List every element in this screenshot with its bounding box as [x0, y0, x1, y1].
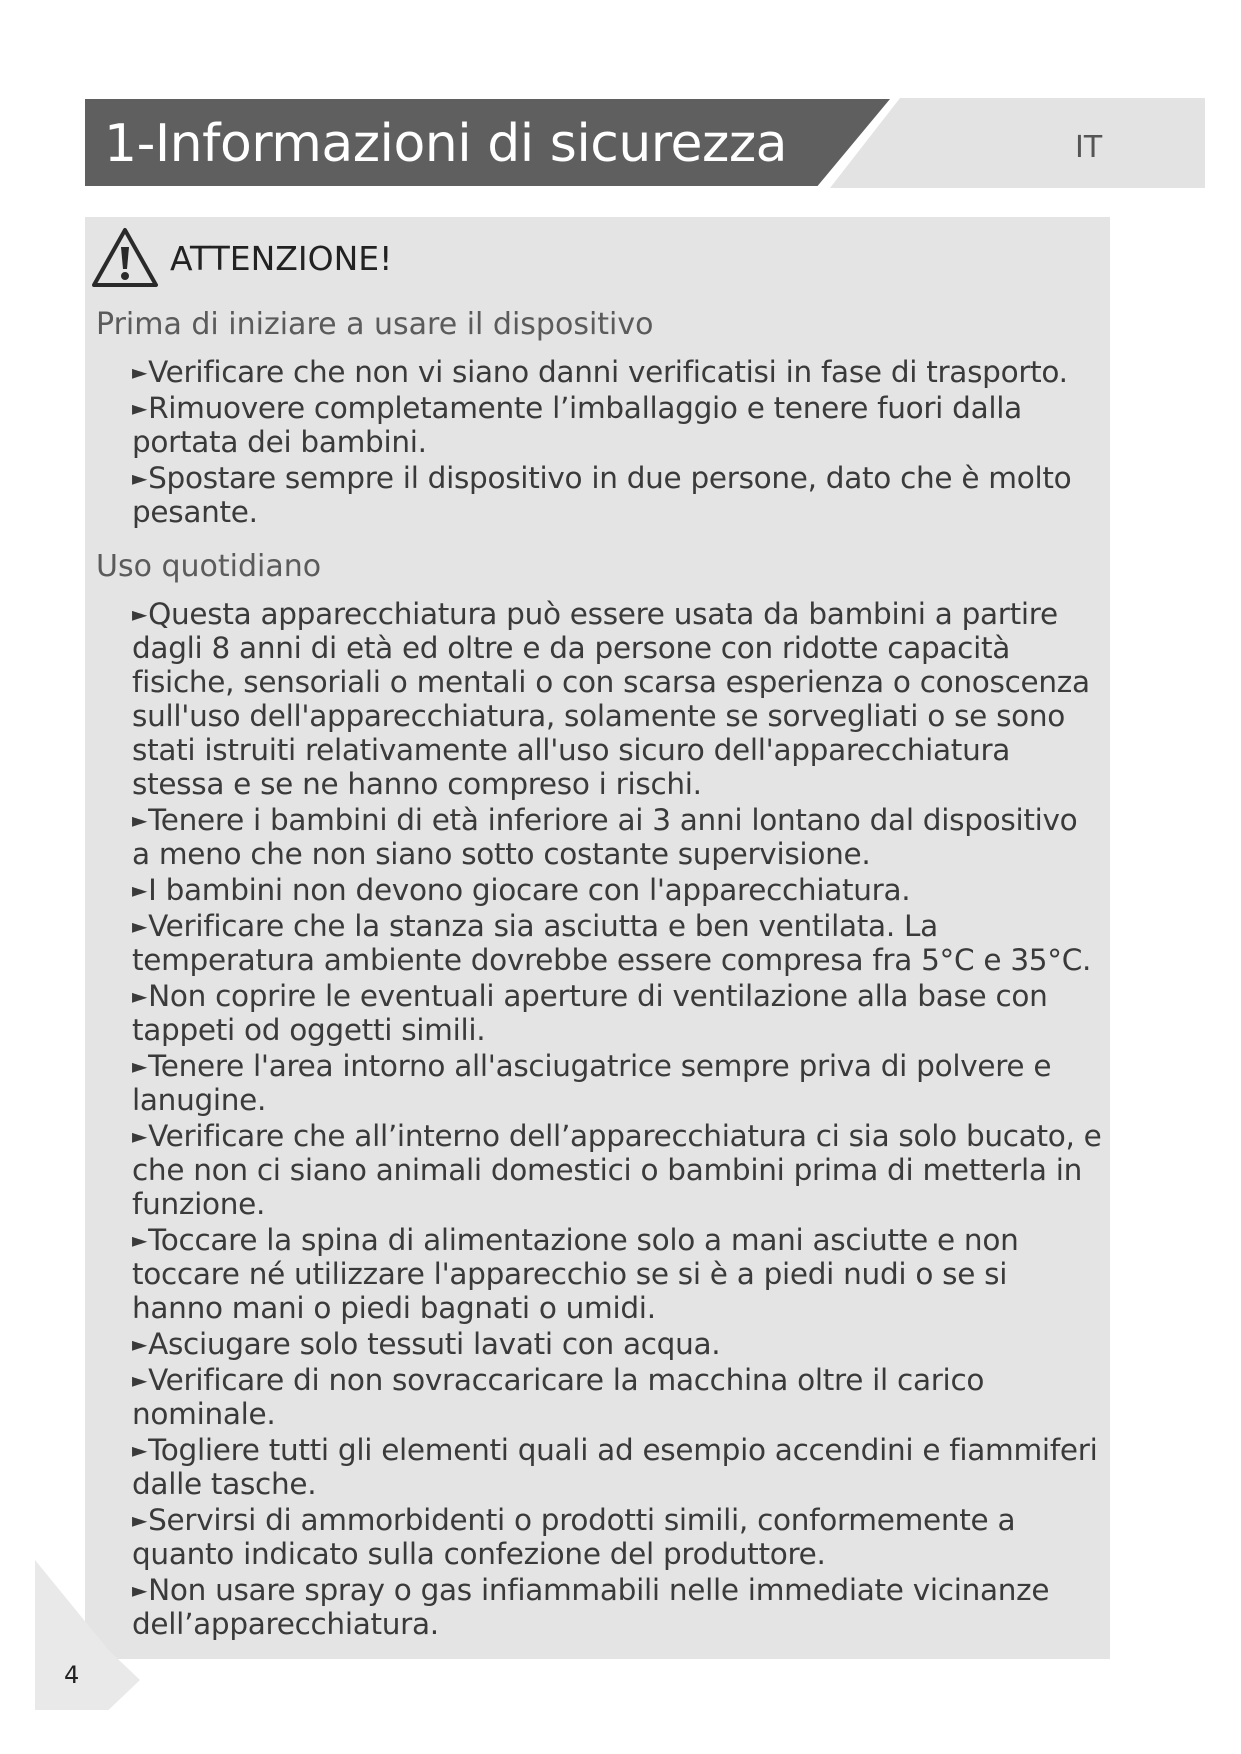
list-item: ►Verificare che all’interno dell’apparecchiatura ci sia solo bucato, e che non ci siano animali domestici o bambini prima di metterla in funzione. [132, 1119, 1102, 1221]
bullet-arrow-icon: ► [132, 360, 148, 384]
bullet-arrow-icon: ► [132, 1228, 148, 1252]
list-item: ►Questa apparecchiatura può essere usata da bambini a partire dagli 8 anni di età ed oltre e da persone con ridotte capacità fisiche, sensoriali o mentali o con scarsa esperienza o conoscenza sull'uso dell'apparecchiatura, solamente se sorvegliati o se sono stati istruiti relativamente all'uso sicuro dell'apparecchiatura stessa e se ne hanno compreso i rischi. [132, 597, 1090, 801]
bullet-arrow-icon: ► [132, 1438, 148, 1462]
header-decoration [830, 98, 1205, 188]
warning-title: ATTENZIONE! [170, 239, 393, 278]
list-item: ►Verificare che la stanza sia asciutta e ben ventilata. La temperatura ambiente dovrebbe essere compresa fra 5°C e 35°C. [132, 909, 1092, 977]
list-item: ►Tenere i bambini di età inferiore ai 3 anni lontano dal dispositivo a meno che non siano sotto costante supervisione. [132, 803, 1078, 871]
page-number: 4 [64, 1661, 80, 1689]
list-item: ►Toccare la spina di alimentazione solo a mani asciutte e non toccare né utilizzare l'apparecchio se si è a piedi nudi o se si hanno mani o piedi bagnati o umidi. [132, 1223, 1019, 1325]
before-use-list [122, 355, 1102, 531]
bullet-arrow-icon: ► [132, 1332, 148, 1356]
bullet-arrow-icon: ► [132, 1054, 148, 1078]
list-item: ►Verificare di non sovraccaricare la macchina oltre il carico nominale. [132, 1363, 985, 1431]
bullet-arrow-icon: ► [132, 984, 148, 1008]
list-item: ►Non usare spray o gas infiammabili nelle immediate vicinanze dell’apparecchiatura. [132, 1573, 1050, 1641]
bullet-arrow-icon: ► [132, 1578, 148, 1602]
list-item: ►Asciugare solo tessuti lavati con acqua. [132, 1327, 721, 1361]
bullet-arrow-icon: ► [132, 1368, 148, 1392]
bullet-arrow-icon: ► [132, 466, 148, 490]
list-item: ►Verificare che non vi siano danni verificatisi in fase di trasporto. [132, 355, 1068, 389]
list-item: ►I bambini non devono giocare con l'apparecchiatura. [132, 873, 911, 907]
bullet-arrow-icon: ► [132, 602, 148, 626]
list-item: ►Tenere l'area intorno all'asciugatrice sempre priva di polvere e lanugine. [132, 1049, 1052, 1117]
bullet-arrow-icon: ► [132, 808, 148, 832]
daily-use-list [122, 597, 1102, 1643]
section-title-before-use: Prima di iniziare a usare il dispositivo [96, 307, 654, 342]
bullet-arrow-icon: ► [132, 914, 148, 938]
bullet-arrow-icon: ► [132, 396, 148, 420]
list-item: ►Togliere tutti gli elementi quali ad esempio accendini e fiammiferi dalle tasche. [132, 1433, 1098, 1501]
bullet-arrow-icon: ► [132, 878, 148, 902]
list-item: ►Spostare sempre il dispositivo in due persone, dato che è molto pesante. [132, 461, 1072, 529]
language-code: IT [1075, 130, 1103, 165]
list-item: ►Rimuovere completamente l’imballaggio e tenere fuori dalla portata dei bambini. [132, 391, 1022, 459]
bullet-arrow-icon: ► [132, 1508, 148, 1532]
section-title-daily-use: Uso quotidiano [96, 549, 322, 584]
list-item: ►Non coprire le eventuali aperture di ventilazione alla base con tappeti od oggetti simili. [132, 979, 1048, 1047]
page-title: 1-Informazioni di sicurezza [104, 114, 787, 174]
warning-triangle-icon [90, 225, 160, 291]
list-item: ►Servirsi di ammorbidenti o prodotti simili, conformemente a quanto indicato sulla confezione del produttore. [132, 1503, 1016, 1571]
bullet-arrow-icon: ► [132, 1124, 148, 1148]
